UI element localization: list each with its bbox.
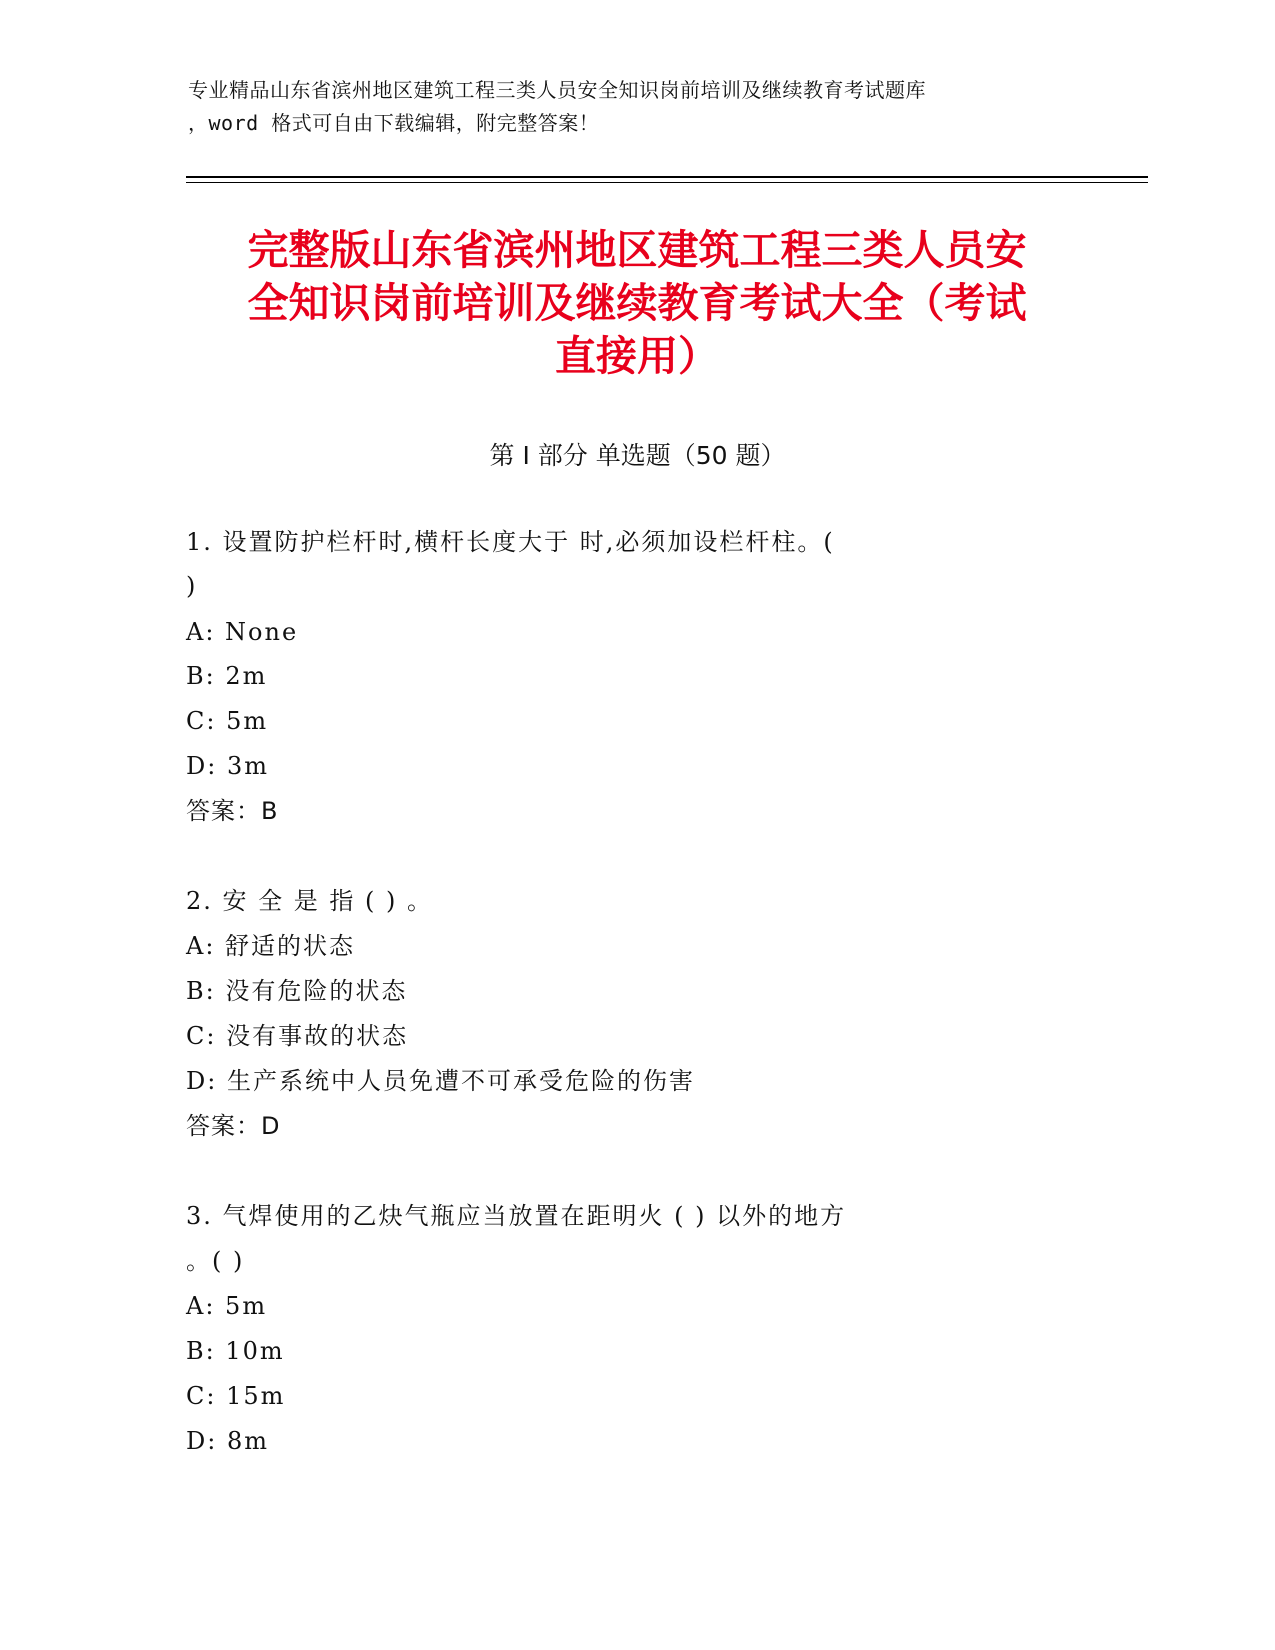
question-1-answer: 答案：B [186, 797, 279, 825]
question-3-option-c: C: 15m [186, 1382, 286, 1410]
question-1-option-b: B: 2m [186, 662, 268, 690]
question-2-stem: 2. 安 全 是 指 ( ) 。 [186, 887, 434, 915]
question-3-stem-cont: 。( ) [186, 1247, 245, 1275]
header-line-2: ，word 格式可自由下载编辑，附完整答案！ [188, 111, 600, 135]
question-1-option-d: D: 3m [186, 752, 269, 780]
question-2-option-a: A: 舒适的状态 [186, 932, 356, 960]
question-1-stem-cont: ) [186, 572, 198, 600]
question-2-option-b: B: 没有危险的状态 [186, 977, 408, 1005]
title-line-3: 直接用） [555, 332, 719, 380]
document-title [190, 224, 1084, 383]
title-line-2: 全知识岗前培训及继续教育考试大全（考试 [247, 279, 1027, 327]
question-1-option-c: C: 5m [186, 707, 269, 735]
question-2-answer: 答案：D [186, 1112, 281, 1140]
question-2-option-d: D: 生产系统中人员免遭不可承受危险的伤害 [186, 1067, 695, 1095]
title-line-1: 完整版山东省滨州地区建筑工程三类人员安 [247, 226, 1027, 274]
section-title: 第 I 部分 单选题（50 题） [489, 441, 786, 470]
question-3-option-a: A: 5m [186, 1292, 268, 1320]
question-1-option-a: A: None [186, 618, 299, 646]
question-2-option-c: C: 没有事故的状态 [186, 1022, 409, 1050]
header-line-1: 专业精品山东省滨州地区建筑工程三类人员安全知识岗前培训及继续教育考试题库 [188, 78, 926, 102]
question-3-stem: 3. 气焊使用的乙炔气瓶应当放置在距明火 ( ) 以外的地方 [186, 1202, 847, 1230]
question-3-option-d: D: 8m [186, 1427, 269, 1455]
document-header [188, 74, 1088, 140]
header-rule-thick [186, 176, 1148, 178]
question-3-option-b: B: 10m [186, 1337, 285, 1365]
header-rule-thin [186, 182, 1148, 183]
question-1-stem: 1. 设置防护栏杆时,横杆长度大于 时,必须加设栏杆柱。( [186, 528, 835, 556]
